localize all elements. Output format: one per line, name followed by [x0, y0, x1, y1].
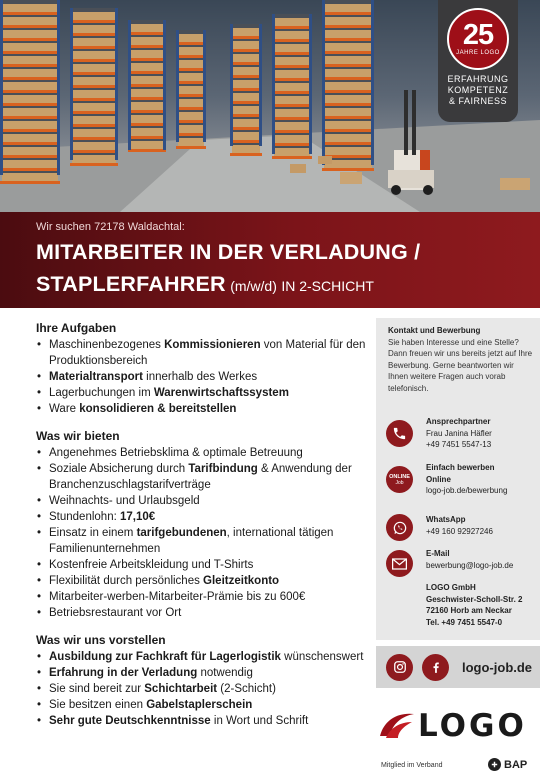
section-title: Was wir bieten [36, 429, 120, 443]
company-tel: Tel. +49 7451 5547-0 [426, 617, 503, 627]
item-bold: 17,10€ [119, 511, 156, 523]
contact-email[interactable] [386, 546, 536, 577]
job-details [36, 320, 366, 740]
whatsapp-label: WhatsApp [426, 515, 466, 524]
anniversary-circle [447, 8, 509, 70]
item-text: in Wort und Schrift [210, 715, 309, 727]
contact-phone[interactable] [386, 416, 536, 451]
section-title: Ihre Aufgaben [36, 321, 117, 335]
bap-text: BAP [504, 758, 528, 771]
job-location-kicker: Wir suchen 72178 Waldachtal: [36, 221, 185, 233]
job-title-shift: IN 2-SCHICHT [281, 278, 374, 294]
list-item [36, 589, 366, 605]
website-link[interactable]: logo-job.de [462, 659, 533, 675]
list-item [36, 713, 366, 729]
company-city: 72160 Horb am Neckar [426, 606, 512, 615]
list-item [36, 337, 366, 369]
item-bold: Kommissionieren [164, 339, 261, 351]
badge-line: ERFAHRUNG [447, 74, 509, 84]
title-band [0, 212, 540, 308]
list-item [36, 681, 366, 697]
list-item [36, 461, 366, 493]
badge-values [438, 74, 518, 107]
item-bold: Warenwirtschaftssystem [153, 387, 289, 399]
item-bold: Gabelstaplerschein [146, 699, 253, 711]
job-title-main: STAPLERFAHRER [36, 272, 226, 296]
contact-person: Frau Janina Häfler [426, 428, 492, 438]
facebook-icon[interactable] [422, 654, 449, 681]
anniversary-number: 25 [462, 19, 494, 51]
item-text: innerhalb des Werkes [142, 371, 258, 383]
item-bold: konsolidieren & bereitstellen [79, 403, 237, 415]
online-label: Einfach bewerben [426, 463, 495, 472]
vorstellen-list [36, 649, 366, 729]
logo-text: LOGO [418, 708, 527, 744]
item-bold: Ausbildung zur Fachkraft für Lagerlogistik [49, 651, 281, 663]
section-title: Was wir uns vorstellen [36, 633, 166, 647]
section-vorstellen [36, 632, 366, 729]
item-bold: Gleitzeitkonto [203, 575, 280, 587]
item-text: Kostenfreie Arbeitskleidung und T-Shirts [49, 559, 254, 571]
list-item [36, 369, 366, 385]
item-text: notwendig [197, 667, 253, 679]
item-bold: Sehr gute Deutschkenntnisse [49, 715, 211, 727]
online-label-2: Online [426, 474, 451, 484]
item-bold: Tarifbindung [188, 463, 258, 475]
item-text: (2-Schicht) [217, 683, 276, 695]
contact-online[interactable] [386, 462, 536, 497]
social-bar [376, 646, 540, 688]
section-bieten [36, 428, 366, 621]
item-text: Weihnachts- und Urlaubsgeld [49, 495, 200, 507]
contact-heading: Kontakt und Bewerbung [388, 326, 481, 335]
list-item [36, 493, 366, 509]
contact-whatsapp[interactable] [386, 510, 536, 541]
item-text: Mitarbeiter-werben-Mitarbeiter-Prämie bis zu 600€ [49, 591, 306, 603]
list-item [36, 573, 366, 589]
list-item [36, 509, 366, 525]
contact-panel [376, 318, 540, 640]
item-text: Maschinenbezogenes [49, 339, 165, 351]
item-text: Stundenlohn: [49, 511, 120, 523]
item-text: Sie sind bereit zur [49, 683, 145, 695]
list-item [36, 525, 366, 557]
hero-warehouse-image [0, 0, 540, 212]
item-text: , international tätigen Familienunternehmen [49, 527, 334, 555]
list-item [36, 697, 366, 713]
phone-icon [386, 420, 413, 447]
bap-logo [488, 758, 527, 771]
item-text: Flexibilität durch persönliches [49, 575, 204, 587]
item-text: Angenehmes Betriebsklima & optimale Betreuung [49, 447, 303, 459]
anniversary-badge [438, 0, 518, 122]
item-bold: Erfahrung in der Verladung [49, 667, 198, 679]
item-bold: Materialtransport [49, 371, 143, 383]
badge-line: & FAIRNESS [448, 96, 507, 106]
aufgaben-list [36, 337, 366, 417]
item-text: Ware [49, 403, 80, 415]
bieten-list [36, 445, 366, 621]
mail-icon [386, 550, 413, 577]
item-text: Einsatz in einem [49, 527, 137, 539]
list-item [36, 649, 366, 665]
whatsapp-number[interactable]: +49 160 92927246 [426, 526, 493, 536]
badge-line: KOMPETENZ [447, 85, 509, 95]
item-bold: Schichtarbeit [144, 683, 218, 695]
list-item [36, 445, 366, 461]
list-item [36, 401, 366, 417]
company-name: LOGO GmbH [426, 583, 476, 592]
list-item [36, 665, 366, 681]
job-title-gender: (m/w/d) [230, 278, 277, 294]
email-address[interactable]: bewerbung@logo-job.de [426, 560, 514, 570]
item-text: Betriebsrestaurant vor Ort [49, 607, 182, 619]
instagram-icon[interactable] [386, 654, 413, 681]
item-text: wünschenswert [280, 651, 364, 663]
online-job-icon: ONLINE Job [386, 466, 413, 493]
item-bold: tarifgebundenen [136, 527, 227, 539]
mail-label: E-Mail [426, 549, 450, 558]
anniversary-sub: JAHRE LOGO [456, 50, 500, 56]
phone-number[interactable]: +49 7451 5547-13 [426, 440, 492, 449]
job-title-line2 [36, 272, 374, 297]
item-text: & Anwendung der Branchenzuschlagstarifverträge [49, 463, 352, 491]
contact-intro-text: Sie haben Interesse und eine Stelle? Dann freuen wir uns bereits jetzt auf Ihre Bewerbung. Gerne beantworten wir Ihnen weitere Fragen auch vorab telefonisch. [388, 337, 533, 393]
job-title-line1: MITARBEITER IN DER VERLADUNG / [36, 240, 421, 264]
item-text: von Material für den Produktionsbereich [49, 339, 366, 367]
list-item [36, 557, 366, 573]
item-text: Lagerbuchungen im [49, 387, 154, 399]
company-address [426, 582, 522, 628]
item-text: Sie besitzen einen [49, 699, 147, 711]
phone-label: Ansprechpartner [426, 417, 491, 426]
list-item [36, 385, 366, 401]
company-street: Geschwister-Scholl-Str. 2 [426, 594, 523, 604]
whatsapp-icon [386, 514, 413, 541]
item-text: Soziale Absicherung durch [49, 463, 189, 475]
company-logo [376, 706, 526, 746]
application-link[interactable]: logo-job.de/bewerbung [426, 486, 508, 495]
contact-intro [388, 325, 536, 394]
section-aufgaben [36, 320, 366, 417]
member-text: Mitglied im Verband [381, 762, 443, 769]
list-item [36, 605, 366, 621]
bap-icon [488, 758, 501, 771]
